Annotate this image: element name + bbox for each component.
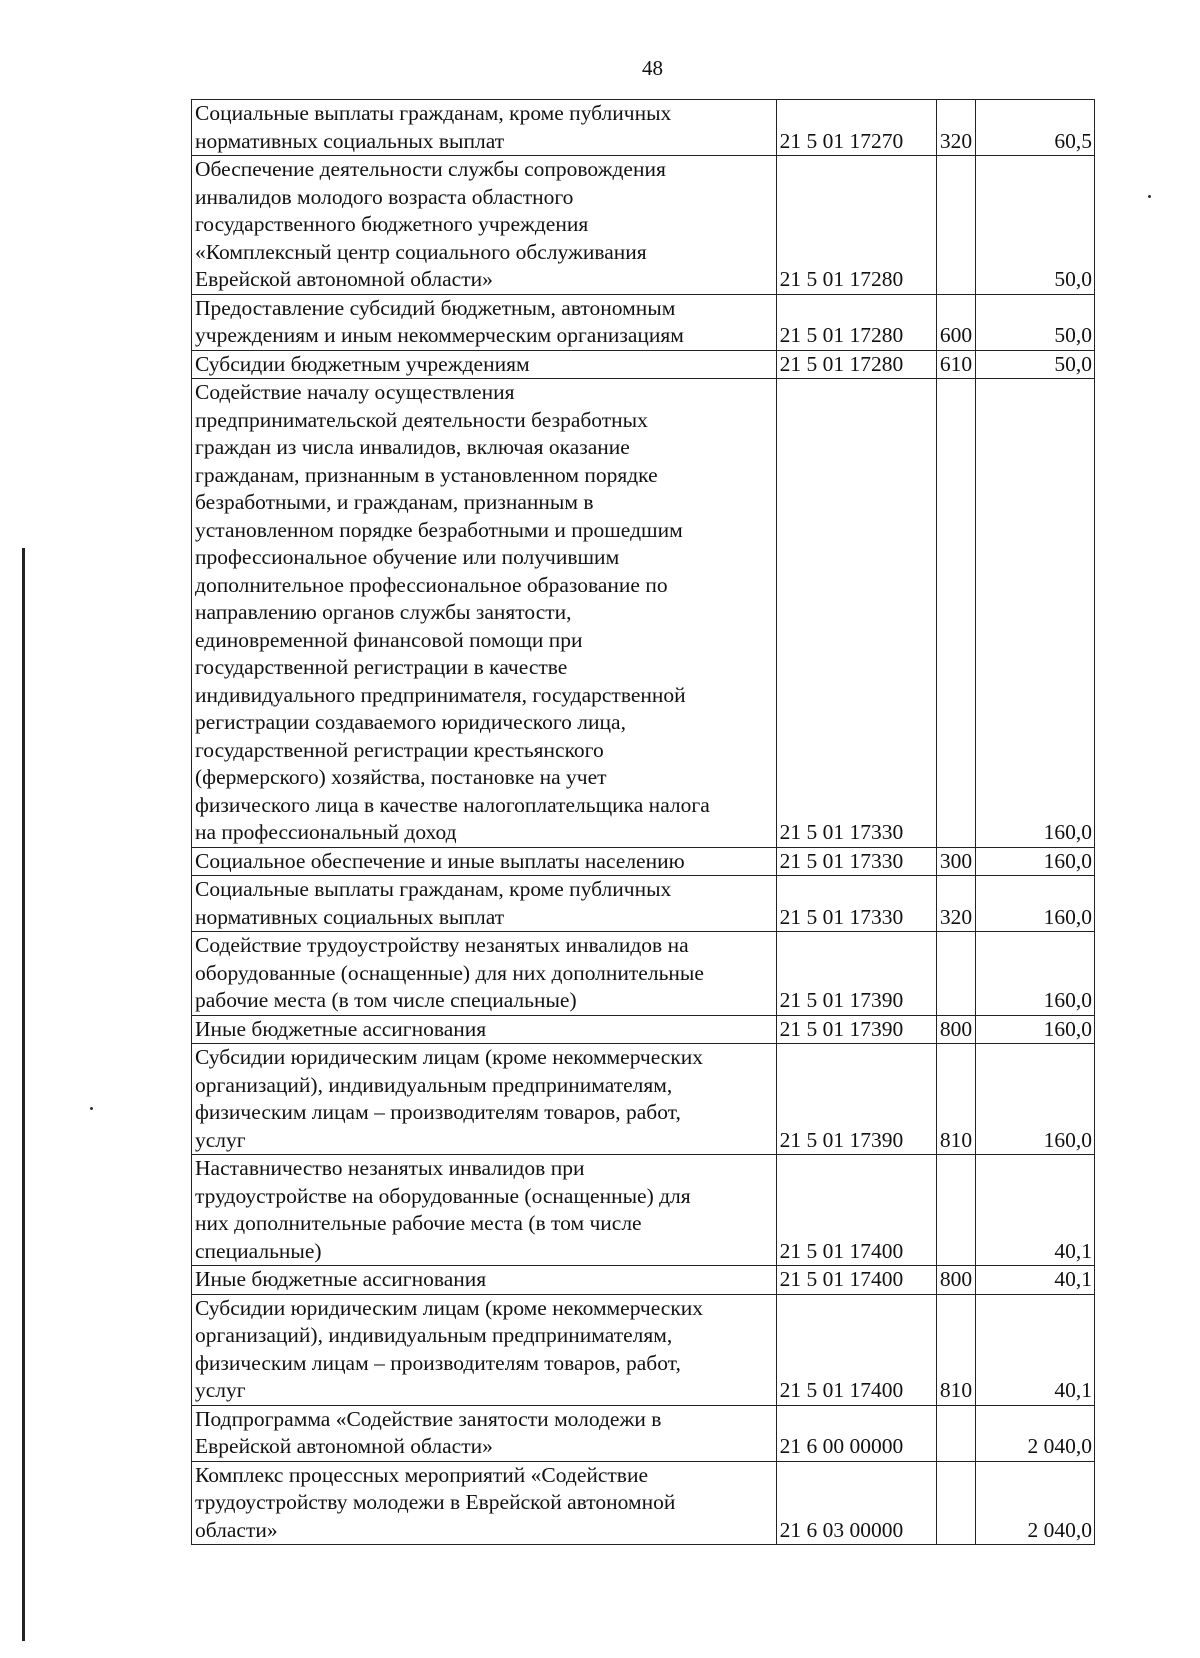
row-expense-type-cell: [936, 100, 975, 156]
row-name-cell: [192, 1266, 777, 1295]
row-name-text: Комплекс процессных мероприятий «Содействие трудоустройству молодежи в Еврейской автономной области»: [195, 1462, 676, 1542]
row-expense-type-cell: [936, 294, 975, 350]
row-code-text: 21 5 01 17400: [779, 1238, 904, 1263]
table-row: [192, 379, 1095, 848]
row-name-cell: [192, 1044, 777, 1155]
row-sum-text: 50,0: [1054, 323, 1092, 347]
row-name-text: Предоставление субсидий бюджетным, автономным учреждениям и иным некоммерческим организациям: [195, 295, 684, 347]
row-sum-text: 40,1: [1054, 1267, 1092, 1291]
table-row: [192, 350, 1095, 379]
row-code-text: 21 5 01 17280: [779, 267, 904, 291]
table-row: [192, 932, 1095, 1016]
row-expense-type-cell: [936, 379, 975, 848]
row-sum-text: 50,0: [1054, 267, 1092, 291]
row-name-cell: [192, 379, 777, 848]
row-expense-type-text: 610: [939, 351, 973, 376]
row-sum-cell: [975, 876, 1094, 932]
table-row: [192, 1461, 1095, 1545]
table-row: [192, 100, 1095, 156]
row-code-cell: [776, 876, 936, 932]
row-name-text: Субсидии юридическим лицам (кроме некоммерческих организаций), индивидуальным предпринимателям, физическим лицам – производителям товаров, работ, услуг: [195, 1045, 704, 1152]
row-sum-text: 2 040,0: [1027, 1434, 1092, 1458]
budget-table: [191, 99, 1095, 1545]
row-code-text: 21 5 01 17330: [779, 820, 904, 844]
row-expense-type-cell: [936, 1266, 975, 1295]
row-code-cell: [776, 379, 936, 848]
row-code-cell: [776, 350, 936, 379]
row-code-text: 21 6 00 00000: [779, 1434, 904, 1458]
row-code-text: 21 5 01 17280: [779, 323, 904, 347]
row-expense-type-cell: [936, 876, 975, 932]
table-row: [192, 847, 1095, 876]
row-sum-cell: [975, 932, 1094, 1016]
row-sum-text: 160,0: [1043, 848, 1092, 873]
row-sum-text: 160,0: [1043, 904, 1092, 929]
row-sum-cell: [975, 1015, 1094, 1044]
row-name-cell: [192, 100, 777, 156]
row-code-cell: [776, 1294, 936, 1405]
row-sum-text: 40,1: [1054, 1378, 1092, 1402]
row-code-cell: [776, 1044, 936, 1155]
row-sum-text: 50,0: [1054, 351, 1092, 376]
row-name-cell: [192, 932, 777, 1016]
row-sum-text: 160,0: [1043, 1016, 1092, 1041]
row-name-text: Содействие началу осуществления предпринимательской деятельности безработных граждан из числа инвалидов, включая оказание гражданам, признанным в установленном порядке безработными, и гражданам, признанным в установленном порядке безработными и прошедшим профессиональное обучение или получившим дополнительное профессиональное образование по направлению органов службы занятости, единовременной финансовой помощи при государственной регистрации в качестве индивидуального предпринимателя, государственной регистрации создаваемого юридического лица, государственной регистрации крестьянского (фермерского) хозяйства, постановке на учет физического лица в качестве налогоплательщика налога на профессиональный доход: [195, 380, 710, 844]
row-expense-type-cell: [936, 932, 975, 1016]
row-sum-cell: [975, 350, 1094, 379]
budget-table-body: [192, 100, 1095, 1545]
scan-speck: [1148, 195, 1151, 198]
table-row: [192, 1015, 1095, 1044]
table-row: [192, 294, 1095, 350]
row-expense-type-cell: [936, 847, 975, 876]
row-expense-type-text: 810: [939, 1378, 973, 1402]
row-sum-cell: [975, 1044, 1094, 1155]
row-code-cell: [776, 1266, 936, 1295]
row-name-text: Обеспечение деятельности службы сопровождения инвалидов молодого возраста областного государственного бюджетного учреждения «Комплексный центр социального обслуживания Еврейской автономной области»: [195, 157, 666, 291]
row-code-cell: [776, 932, 936, 1016]
row-expense-type-cell: [936, 1015, 975, 1044]
row-sum-text: 40,1: [1054, 1238, 1092, 1263]
row-name-cell: [192, 1461, 777, 1545]
row-code-text: 21 5 01 17390: [779, 988, 904, 1012]
row-name-text: Социальные выплаты гражданам, кроме публичных нормативных социальных выплат: [195, 101, 672, 153]
row-name-text: Субсидии юридическим лицам (кроме некоммерческих организаций), индивидуальным предпринимателям, физическим лицам – производителям товаров, работ, услуг: [195, 1295, 704, 1402]
row-name-text: Наставничество незанятых инвалидов при трудоустройстве на оборудованные (оснащенные) для них дополнительные рабочие места (в том числе специальные): [195, 1156, 691, 1263]
row-code-text: 21 5 01 17390: [779, 1016, 904, 1041]
row-sum-cell: [975, 1266, 1094, 1295]
row-name-cell: [192, 1405, 777, 1461]
row-expense-type-cell: [936, 1461, 975, 1545]
row-name-text: Субсидии бюджетным учреждениям: [195, 351, 530, 376]
row-name-text: Иные бюджетные ассигнования: [195, 1016, 487, 1041]
row-code-text: 21 5 01 17400: [779, 1378, 904, 1402]
row-expense-type-text: 800: [939, 1016, 973, 1041]
row-sum-cell: [975, 379, 1094, 848]
table-row: [192, 1405, 1095, 1461]
row-name-cell: [192, 156, 777, 295]
row-code-cell: [776, 847, 936, 876]
row-code-text: 21 5 01 17400: [779, 1267, 904, 1291]
row-sum-cell: [975, 1405, 1094, 1461]
row-sum-cell: [975, 294, 1094, 350]
row-code-text: 21 5 01 17270: [779, 128, 904, 153]
row-sum-text: 160,0: [1043, 1127, 1092, 1152]
row-expense-type-text: 320: [939, 904, 973, 929]
row-sum-cell: [975, 1155, 1094, 1266]
row-sum-cell: [975, 1294, 1094, 1405]
page-number: 48: [642, 56, 663, 80]
row-expense-type-text: 800: [939, 1267, 973, 1291]
row-code-cell: [776, 156, 936, 295]
row-name-cell: [192, 1015, 777, 1044]
row-expense-type-cell: [936, 350, 975, 379]
row-name-cell: [192, 876, 777, 932]
row-expense-type-text: 300: [939, 848, 973, 873]
row-code-cell: [776, 1155, 936, 1266]
row-sum-text: 160,0: [1043, 820, 1092, 844]
row-expense-type-cell: [936, 1405, 975, 1461]
row-sum-cell: [975, 1461, 1094, 1545]
row-name-cell: [192, 294, 777, 350]
row-name-text: Социальное обеспечение и иные выплаты населению: [195, 848, 685, 873]
row-name-text: Иные бюджетные ассигнования: [195, 1267, 487, 1291]
row-name-cell: [192, 1294, 777, 1405]
row-expense-type-text: 320: [939, 128, 973, 153]
table-row: [192, 1294, 1095, 1405]
row-expense-type-text: 810: [939, 1127, 973, 1152]
row-code-text: 21 5 01 17330: [779, 848, 904, 873]
table-row: [192, 876, 1095, 932]
row-code-cell: [776, 100, 936, 156]
row-expense-type-text: 600: [939, 323, 973, 347]
row-expense-type-cell: [936, 1044, 975, 1155]
table-row: [192, 156, 1095, 295]
row-sum-cell: [975, 100, 1094, 156]
row-code-text: 21 5 01 17390: [779, 1127, 904, 1152]
row-name-text: Содействие трудоустройству незанятых инвалидов на оборудованные (оснащенные) для них дополнительные рабочие места (в том числе специальные): [195, 933, 704, 1012]
row-code-text: 21 5 01 17280: [779, 351, 904, 376]
row-expense-type-cell: [936, 1155, 975, 1266]
row-expense-type-cell: [936, 1294, 975, 1405]
row-name-text: Подпрограмма «Содействие занятости молодежи в Еврейской автономной области»: [195, 1406, 662, 1458]
row-sum-text: 2 040,0: [1027, 1517, 1092, 1542]
row-code-cell: [776, 1405, 936, 1461]
row-code-cell: [776, 294, 936, 350]
row-code-text: 21 6 03 00000: [779, 1517, 904, 1542]
row-code-cell: [776, 1461, 936, 1545]
scan-edge-line: [22, 548, 25, 1641]
row-sum-cell: [975, 156, 1094, 295]
row-name-cell: [192, 847, 777, 876]
table-row: [192, 1044, 1095, 1155]
row-sum-text: 60,5: [1054, 128, 1092, 153]
table-row: [192, 1266, 1095, 1295]
scan-speck: [90, 1107, 93, 1110]
table-row: [192, 1155, 1095, 1266]
row-code-text: 21 5 01 17330: [779, 904, 904, 929]
row-name-cell: [192, 350, 777, 379]
row-code-cell: [776, 1015, 936, 1044]
row-expense-type-cell: [936, 156, 975, 295]
row-sum-cell: [975, 847, 1094, 876]
row-name-text: Социальные выплаты гражданам, кроме публичных нормативных социальных выплат: [195, 877, 672, 929]
row-name-cell: [192, 1155, 777, 1266]
row-sum-text: 160,0: [1043, 988, 1092, 1012]
